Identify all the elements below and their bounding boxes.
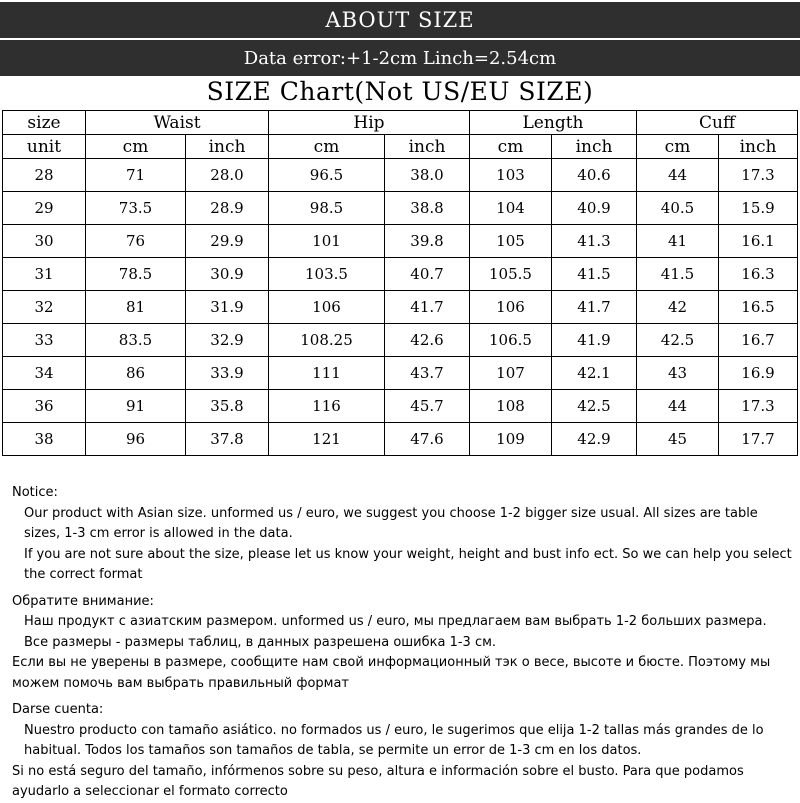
- cuff-inch-cell: 17.3: [719, 390, 798, 423]
- hip-inch-cell: 40.7: [385, 258, 470, 291]
- notice-text-ru-1: Наш продукт с азиатским размером. unformed us / euro, мы предлагаем вам выбрать 1-2 больших размера. Все размеры - размеры таблиц, в данных разрешена ошибка 1-3 см.: [24, 614, 767, 650]
- waist-inch-cell: 30.9: [186, 258, 269, 291]
- size-cell: 32: [3, 291, 86, 324]
- length-cm-cell: 103: [470, 159, 552, 192]
- hip-cm-cell: 108.25: [269, 324, 385, 357]
- waist-inch-cell: 37.8: [186, 423, 269, 456]
- waist-cm-cell: 73.5: [86, 192, 186, 225]
- table-row: [3, 324, 798, 357]
- length-inch-cell: 40.9: [552, 192, 637, 225]
- length-cm-cell: 106: [470, 291, 552, 324]
- size-cell: 30: [3, 225, 86, 258]
- length-inch-cell: 40.6: [552, 159, 637, 192]
- cuff-cm-cell: 43: [637, 357, 719, 390]
- table-row: [3, 390, 798, 423]
- hip-cm-cell: 96.5: [269, 159, 385, 192]
- waist-cm-cell: 91: [86, 390, 186, 423]
- waist-cm-cell: 78.5: [86, 258, 186, 291]
- waist-inch-cell: 32.9: [186, 324, 269, 357]
- table-row: [3, 291, 798, 324]
- unit-header-row: [3, 135, 798, 159]
- waist-inch-header: inch: [186, 135, 269, 159]
- notice-text-es-2: Si no está seguro del tamaño, infórmenos sobre su peso, altura e información sobre el busto. Para que podamos ayudarlo a seleccionar el formato correcto: [12, 763, 744, 799]
- cuff-header: Cuff: [637, 111, 798, 135]
- cuff-cm-cell: 45: [637, 423, 719, 456]
- cuff-cm-cell: 42.5: [637, 324, 719, 357]
- data-error-bar: [0, 38, 800, 76]
- cuff-cm-cell: 44: [637, 390, 719, 423]
- data-error-note: Data error:+1-2cm Linch=2.54cm: [243, 47, 557, 69]
- size-cell: 28: [3, 159, 86, 192]
- size-cell: 34: [3, 357, 86, 390]
- waist-inch-cell: 28.0: [186, 159, 269, 192]
- size-header: size: [3, 111, 86, 135]
- cuff-inch-cell: 16.3: [719, 258, 798, 291]
- page-title-bar: [0, 0, 800, 38]
- hip-inch-cell: 47.6: [385, 423, 470, 456]
- size-chart-title: SIZE Chart(Not US/EU SIZE): [206, 77, 594, 106]
- notice-text-ru-2: Если вы не уверены в размере, сообщите нам свой информационный тэк о весе, высоте и бюсте. Поэтому мы можем помочь вам выбрать правильный формат: [12, 655, 771, 691]
- hip-cm-cell: 101: [269, 225, 385, 258]
- notice-text-en-2: If you are not sure about the size, please let us know your weight, height and bust info ect. So we can help you select the correct format: [24, 546, 792, 582]
- waist-cm-header: cm: [86, 135, 186, 159]
- waist-header: Waist: [86, 111, 269, 135]
- notice-text-es-1: Nuestro producto con tamaño asiático. no formados us / euro, le sugerimos que elija 1-2 tallas más grandes de lo habitual. Todos los tamaños son tamaños de tabla, se permite un error de 1-3 cm en los datos.: [24, 722, 764, 758]
- unit-header: unit: [3, 135, 86, 159]
- hip-inch-cell: 38.8: [385, 192, 470, 225]
- cuff-cm-header: cm: [637, 135, 719, 159]
- cuff-inch-cell: 16.7: [719, 324, 798, 357]
- page-title: ABOUT SIZE: [325, 8, 475, 32]
- length-cm-cell: 105.5: [470, 258, 552, 291]
- hip-cm-header: cm: [269, 135, 385, 159]
- cuff-inch-cell: 15.9: [719, 192, 798, 225]
- length-cm-header: cm: [470, 135, 552, 159]
- cuff-inch-cell: 16.5: [719, 291, 798, 324]
- size-chart-table: [2, 110, 798, 456]
- table-row: [3, 192, 798, 225]
- size-cell: 33: [3, 324, 86, 357]
- size-cell: 29: [3, 192, 86, 225]
- waist-cm-cell: 71: [86, 159, 186, 192]
- notice-heading-es: Darse cuenta:: [12, 702, 104, 717]
- table-row: [3, 159, 798, 192]
- waist-cm-cell: 96: [86, 423, 186, 456]
- hip-inch-cell: 45.7: [385, 390, 470, 423]
- cuff-inch-cell: 17.3: [719, 159, 798, 192]
- waist-inch-cell: 28.9: [186, 192, 269, 225]
- hip-inch-cell: 43.7: [385, 357, 470, 390]
- length-inch-header: inch: [552, 135, 637, 159]
- hip-header: Hip: [269, 111, 470, 135]
- cuff-cm-cell: 44: [637, 159, 719, 192]
- hip-inch-cell: 42.6: [385, 324, 470, 357]
- waist-inch-cell: 33.9: [186, 357, 269, 390]
- length-cm-cell: 105: [470, 225, 552, 258]
- cuff-inch-header: inch: [719, 135, 798, 159]
- waist-inch-cell: 35.8: [186, 390, 269, 423]
- notice-section: [12, 483, 792, 803]
- size-cell: 36: [3, 390, 86, 423]
- length-inch-cell: 41.7: [552, 291, 637, 324]
- waist-cm-cell: 76: [86, 225, 186, 258]
- length-cm-cell: 107: [470, 357, 552, 390]
- length-cm-cell: 108: [470, 390, 552, 423]
- waist-inch-cell: 31.9: [186, 291, 269, 324]
- hip-cm-cell: 103.5: [269, 258, 385, 291]
- group-header-row: [3, 111, 798, 135]
- length-inch-cell: 41.3: [552, 225, 637, 258]
- table-row: [3, 258, 798, 291]
- cuff-inch-cell: 17.7: [719, 423, 798, 456]
- waist-cm-cell: 83.5: [86, 324, 186, 357]
- hip-inch-cell: 38.0: [385, 159, 470, 192]
- table-row: [3, 423, 798, 456]
- length-header: Length: [470, 111, 637, 135]
- table-row: [3, 357, 798, 390]
- notice-heading-ru: Обратите внимание:: [12, 593, 154, 609]
- size-cell: 31: [3, 258, 86, 291]
- cuff-cm-cell: 41: [637, 225, 719, 258]
- hip-cm-cell: 116: [269, 390, 385, 423]
- cuff-cm-cell: 40.5: [637, 192, 719, 225]
- hip-cm-cell: 106: [269, 291, 385, 324]
- length-inch-cell: 41.5: [552, 258, 637, 291]
- length-inch-cell: 41.9: [552, 324, 637, 357]
- cuff-inch-cell: 16.1: [719, 225, 798, 258]
- hip-inch-cell: 41.7: [385, 291, 470, 324]
- notice-text-en-1: Our product with Asian size. unformed us / euro, we suggest you choose 1-2 bigger size usual. All sizes are table sizes, 1-3 cm error is allowed in the data.: [24, 505, 758, 541]
- length-inch-cell: 42.9: [552, 423, 637, 456]
- length-inch-cell: 42.5: [552, 390, 637, 423]
- hip-inch-header: inch: [385, 135, 470, 159]
- hip-inch-cell: 39.8: [385, 225, 470, 258]
- notice-heading-en: Notice:: [12, 485, 58, 500]
- table-row: [3, 225, 798, 258]
- cuff-cm-cell: 42: [637, 291, 719, 324]
- size-cell: 38: [3, 423, 86, 456]
- length-inch-cell: 42.1: [552, 357, 637, 390]
- hip-cm-cell: 98.5: [269, 192, 385, 225]
- waist-cm-cell: 86: [86, 357, 186, 390]
- hip-cm-cell: 121: [269, 423, 385, 456]
- cuff-inch-cell: 16.9: [719, 357, 798, 390]
- cuff-cm-cell: 41.5: [637, 258, 719, 291]
- hip-cm-cell: 111: [269, 357, 385, 390]
- length-cm-cell: 106.5: [470, 324, 552, 357]
- waist-cm-cell: 81: [86, 291, 186, 324]
- length-cm-cell: 109: [470, 423, 552, 456]
- waist-inch-cell: 29.9: [186, 225, 269, 258]
- length-cm-cell: 104: [470, 192, 552, 225]
